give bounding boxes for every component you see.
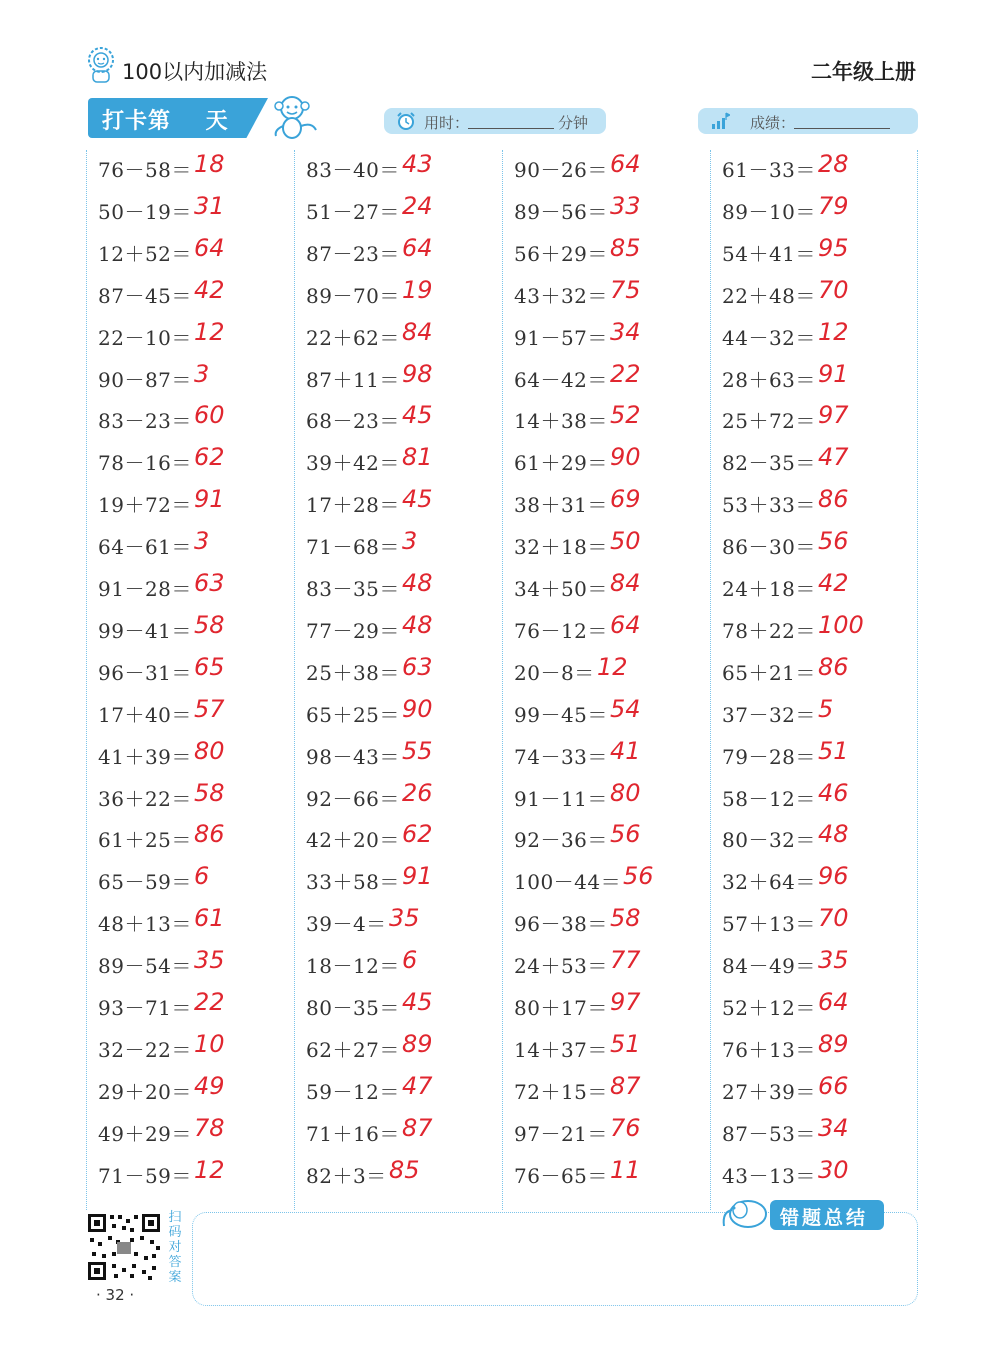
handwritten-answer[interactable]: 28 bbox=[818, 150, 849, 178]
handwritten-answer[interactable]: 26 bbox=[402, 778, 433, 807]
handwritten-answer[interactable]: 78 bbox=[194, 1113, 225, 1142]
handwritten-answer[interactable]: 84 bbox=[610, 569, 641, 597]
equation-text: 27＋39＝ bbox=[722, 1079, 816, 1104]
handwritten-answer[interactable]: 69 bbox=[610, 485, 641, 514]
column-divider bbox=[917, 150, 918, 1210]
handwritten-answer[interactable]: 85 bbox=[610, 233, 641, 262]
equation-text: 58－12＝ bbox=[722, 786, 816, 811]
equation-text: 24＋18＝ bbox=[722, 577, 816, 601]
equation-text: 91－28＝ bbox=[98, 577, 192, 601]
handwritten-answer[interactable]: 63 bbox=[402, 652, 433, 681]
handwritten-answer[interactable]: 54 bbox=[610, 694, 641, 723]
equation-text: 61＋25＝ bbox=[98, 828, 192, 853]
equation-text: 29＋20＝ bbox=[98, 1079, 192, 1104]
equation-text: 89－54＝ bbox=[98, 954, 192, 979]
handwritten-answer[interactable]: 6 bbox=[194, 862, 210, 891]
handwritten-answer[interactable]: 65 bbox=[194, 652, 225, 681]
handwritten-answer[interactable]: 89 bbox=[402, 1029, 433, 1058]
equation-text: 72＋15＝ bbox=[514, 1079, 608, 1104]
equation-text: 98－43＝ bbox=[306, 744, 400, 769]
handwritten-answer[interactable]: 100 bbox=[818, 610, 864, 639]
handwritten-answer[interactable]: 87 bbox=[610, 1071, 641, 1100]
handwritten-answer[interactable]: 56 bbox=[623, 862, 654, 891]
equation-text: 54＋41＝ bbox=[722, 241, 816, 266]
equation-text: 17＋28＝ bbox=[306, 493, 400, 518]
equation-text: 83－35＝ bbox=[306, 577, 400, 601]
handwritten-answer[interactable]: 70 bbox=[818, 904, 849, 933]
equation-text: 41＋39＝ bbox=[98, 744, 192, 769]
handwritten-answer[interactable]: 51 bbox=[610, 1029, 641, 1058]
handwritten-answer[interactable]: 3 bbox=[194, 527, 210, 556]
equation-text: 14＋37＝ bbox=[514, 1037, 608, 1062]
equation-text: 93－71＝ bbox=[98, 996, 192, 1020]
chart-flag-icon bbox=[710, 111, 730, 131]
handwritten-answer[interactable]: 35 bbox=[389, 904, 420, 933]
equation-text: 87－45＝ bbox=[98, 283, 192, 308]
handwritten-answer[interactable]: 62 bbox=[402, 820, 433, 849]
handwritten-answer[interactable]: 42 bbox=[194, 275, 225, 304]
handwritten-answer[interactable]: 50 bbox=[610, 527, 641, 556]
handwritten-answer[interactable]: 5 bbox=[818, 694, 834, 723]
equation-text: 22＋48＝ bbox=[722, 283, 816, 308]
handwritten-answer[interactable]: 91 bbox=[818, 359, 849, 388]
equation-text: 87＋11＝ bbox=[306, 367, 400, 392]
page-header bbox=[84, 44, 916, 90]
equation-text: 39＋42＝ bbox=[306, 451, 400, 476]
handwritten-answer[interactable]: 10 bbox=[194, 1029, 225, 1058]
time-blank[interactable] bbox=[468, 128, 554, 129]
equation-text: 76－58＝ bbox=[98, 158, 192, 182]
handwritten-answer[interactable]: 70 bbox=[818, 275, 849, 304]
handwritten-answer[interactable]: 12 bbox=[597, 652, 628, 681]
checkin-label: 打卡第 天 bbox=[102, 109, 229, 134]
handwritten-answer[interactable]: 64 bbox=[402, 233, 433, 262]
equation-text: 83－40＝ bbox=[306, 158, 400, 182]
handwritten-answer[interactable]: 3 bbox=[194, 359, 210, 388]
handwritten-answer[interactable]: 64 bbox=[610, 610, 641, 639]
handwritten-answer[interactable]: 81 bbox=[402, 443, 433, 472]
handwritten-answer[interactable]: 90 bbox=[610, 443, 641, 472]
equation-text: 80＋17＝ bbox=[514, 996, 608, 1020]
equation-text: 89－10＝ bbox=[722, 199, 816, 224]
handwritten-answer[interactable]: 66 bbox=[818, 1071, 849, 1100]
score-field[interactable] bbox=[698, 108, 918, 134]
equation-text: 65＋25＝ bbox=[306, 702, 400, 727]
handwritten-answer[interactable]: 63 bbox=[194, 569, 225, 597]
handwritten-answer[interactable]: 56 bbox=[818, 527, 849, 556]
error-summary-label: 错题总结 bbox=[780, 1207, 869, 1229]
handwritten-answer[interactable]: 22 bbox=[610, 359, 641, 388]
book-title: 100以内加减法 bbox=[122, 60, 268, 84]
exercise-column-4 bbox=[710, 150, 916, 1210]
equation-text: 64－42＝ bbox=[514, 367, 608, 392]
equation-text: 19＋72＝ bbox=[98, 493, 192, 518]
equation-text: 50－19＝ bbox=[98, 199, 192, 224]
equation-text: 71＋16＝ bbox=[306, 1121, 400, 1146]
handwritten-answer[interactable]: 58 bbox=[610, 904, 641, 933]
equation-text: 83－23＝ bbox=[98, 409, 192, 434]
equation-text: 65－59＝ bbox=[98, 870, 192, 895]
equation-text: 32＋18＝ bbox=[514, 535, 608, 560]
handwritten-answer[interactable]: 90 bbox=[402, 694, 433, 723]
equation-text: 65＋21＝ bbox=[722, 660, 816, 685]
equation-text: 84－49＝ bbox=[722, 954, 816, 979]
alarm-clock-icon bbox=[396, 111, 416, 131]
handwritten-answer[interactable]: 12 bbox=[818, 317, 849, 346]
handwritten-answer[interactable]: 85 bbox=[389, 1155, 420, 1184]
equation-text: 38＋31＝ bbox=[514, 493, 608, 518]
equation-text: 28＋63＝ bbox=[722, 367, 816, 392]
equation-text: 43＋32＝ bbox=[514, 283, 608, 308]
equation-text: 71－59＝ bbox=[98, 1163, 192, 1188]
handwritten-answer[interactable]: 64 bbox=[610, 150, 641, 178]
equation-text: 96－31＝ bbox=[98, 660, 192, 685]
handwritten-answer[interactable]: 89 bbox=[818, 1029, 849, 1058]
lion-mascot-icon bbox=[84, 46, 118, 84]
handwritten-answer[interactable]: 86 bbox=[194, 820, 225, 849]
handwritten-answer[interactable]: 64 bbox=[818, 988, 849, 1016]
handwritten-answer[interactable]: 58 bbox=[194, 610, 225, 639]
handwritten-answer[interactable]: 33 bbox=[610, 191, 641, 220]
scan-for-answers-label: 扫码对答案 bbox=[168, 1210, 182, 1285]
handwritten-answer[interactable]: 76 bbox=[610, 1113, 641, 1142]
monkey-icon bbox=[268, 92, 322, 142]
equation-text: 22＋62＝ bbox=[306, 325, 400, 350]
checkin-banner bbox=[88, 98, 268, 138]
handwritten-answer[interactable]: 60 bbox=[194, 401, 225, 430]
equation-text: 79－28＝ bbox=[722, 744, 816, 769]
equation-text: 90－26＝ bbox=[514, 158, 608, 182]
handwritten-answer[interactable]: 47 bbox=[402, 1071, 433, 1100]
handwritten-answer[interactable]: 12 bbox=[194, 317, 225, 346]
exercise-column-1 bbox=[86, 150, 292, 1210]
handwritten-answer[interactable]: 11 bbox=[610, 1155, 641, 1184]
handwritten-answer[interactable]: 35 bbox=[194, 946, 225, 975]
handwritten-answer[interactable]: 42 bbox=[818, 569, 849, 597]
grade-label: 二年级上册 bbox=[811, 60, 916, 84]
equation-text: 96－38＝ bbox=[514, 912, 608, 937]
equation-text: 80－32＝ bbox=[722, 828, 816, 853]
equation-text: 90－87＝ bbox=[98, 367, 192, 392]
equation-text: 68－23＝ bbox=[306, 409, 400, 434]
handwritten-answer[interactable]: 77 bbox=[610, 946, 641, 975]
equation-text: 44－32＝ bbox=[722, 325, 816, 350]
handwritten-answer[interactable]: 79 bbox=[818, 191, 849, 220]
equation-text: 82－35＝ bbox=[722, 451, 816, 476]
handwritten-answer[interactable]: 61 bbox=[194, 904, 225, 933]
equation-text: 99－45＝ bbox=[514, 702, 608, 727]
handwritten-answer[interactable]: 86 bbox=[818, 652, 849, 681]
equation-text: 89－70＝ bbox=[306, 283, 400, 308]
handwritten-answer[interactable]: 45 bbox=[402, 401, 433, 430]
equation-text: 36＋22＝ bbox=[98, 786, 192, 811]
handwritten-answer[interactable]: 52 bbox=[610, 401, 641, 430]
handwritten-answer[interactable]: 49 bbox=[194, 1071, 225, 1100]
equation-text: 32＋64＝ bbox=[722, 870, 816, 895]
equation-text: 87－23＝ bbox=[306, 241, 400, 266]
equation-text: 100－44＝ bbox=[514, 870, 622, 895]
handwritten-answer[interactable]: 97 bbox=[610, 988, 641, 1016]
error-summary-tag bbox=[770, 1200, 884, 1230]
handwritten-answer[interactable]: 34 bbox=[610, 317, 641, 346]
handwritten-answer[interactable]: 51 bbox=[818, 736, 849, 765]
handwritten-answer[interactable]: 98 bbox=[402, 359, 433, 388]
equation-text: 86－30＝ bbox=[722, 535, 816, 560]
equation-text: 51－27＝ bbox=[306, 199, 400, 224]
equation-text: 34＋50＝ bbox=[514, 577, 608, 601]
handwritten-answer[interactable]: 43 bbox=[402, 150, 433, 178]
handwritten-answer[interactable]: 46 bbox=[818, 778, 849, 807]
handwritten-answer[interactable]: 34 bbox=[818, 1113, 849, 1142]
handwritten-answer[interactable]: 48 bbox=[402, 569, 433, 597]
handwritten-answer[interactable]: 56 bbox=[610, 820, 641, 849]
handwritten-answer[interactable]: 3 bbox=[402, 527, 418, 556]
handwritten-answer[interactable]: 75 bbox=[610, 275, 641, 304]
handwritten-answer[interactable]: 30 bbox=[818, 1155, 849, 1184]
equation-text: 99－41＝ bbox=[98, 618, 192, 643]
equation-text: 87－53＝ bbox=[722, 1121, 816, 1146]
equation-text: 89－56＝ bbox=[514, 199, 608, 224]
time-label: 用时： bbox=[424, 114, 470, 132]
equation-text: 25＋38＝ bbox=[306, 660, 400, 685]
equation-text: 17＋40＝ bbox=[98, 702, 192, 727]
equation-text: 91－57＝ bbox=[514, 325, 608, 350]
handwritten-answer[interactable]: 58 bbox=[194, 778, 225, 807]
handwritten-answer[interactable]: 35 bbox=[818, 946, 849, 975]
equation-text: 57＋13＝ bbox=[722, 912, 816, 937]
equation-text: 71－68＝ bbox=[306, 535, 400, 560]
handwritten-answer[interactable]: 84 bbox=[402, 317, 433, 346]
handwritten-answer[interactable]: 19 bbox=[402, 275, 433, 304]
equation-text: 14＋38＝ bbox=[514, 409, 608, 434]
handwritten-answer[interactable]: 96 bbox=[818, 862, 849, 891]
handwritten-answer[interactable]: 91 bbox=[194, 485, 225, 514]
equation-text: 78＋22＝ bbox=[722, 618, 816, 643]
equation-text: 74－33＝ bbox=[514, 744, 608, 769]
equation-text: 64－61＝ bbox=[98, 535, 192, 560]
equation-text: 61－33＝ bbox=[722, 158, 816, 182]
handwritten-answer[interactable]: 86 bbox=[818, 485, 849, 514]
handwritten-answer[interactable]: 62 bbox=[194, 443, 225, 472]
equation-text: 92－66＝ bbox=[306, 786, 400, 811]
equation-text: 39－4＝ bbox=[306, 912, 387, 937]
handwritten-answer[interactable]: 57 bbox=[194, 694, 225, 723]
equation-text: 91－11＝ bbox=[514, 786, 608, 811]
equation-text: 12＋52＝ bbox=[98, 241, 192, 266]
handwritten-answer[interactable]: 24 bbox=[402, 191, 433, 220]
handwritten-answer[interactable]: 41 bbox=[610, 736, 641, 765]
handwritten-answer[interactable]: 18 bbox=[194, 150, 225, 178]
equation-text: 52＋12＝ bbox=[722, 996, 816, 1020]
handwritten-answer[interactable]: 55 bbox=[402, 736, 433, 765]
handwritten-answer[interactable]: 97 bbox=[818, 401, 849, 430]
handwritten-answer[interactable]: 95 bbox=[818, 233, 849, 262]
equation-text: 97－21＝ bbox=[514, 1121, 608, 1146]
handwritten-answer[interactable]: 80 bbox=[194, 736, 225, 765]
equation-text: 24＋53＝ bbox=[514, 954, 608, 979]
equation-text: 92－36＝ bbox=[514, 828, 608, 853]
equation-text: 43－13＝ bbox=[722, 1163, 816, 1188]
handwritten-answer[interactable]: 91 bbox=[402, 862, 433, 891]
equation-text: 48＋13＝ bbox=[98, 912, 192, 937]
equation-text: 32－22＝ bbox=[98, 1037, 192, 1062]
equation-text: 59－12＝ bbox=[306, 1079, 400, 1104]
handwritten-answer[interactable]: 64 bbox=[194, 233, 225, 262]
equation-text: 33＋58＝ bbox=[306, 870, 400, 895]
handwritten-answer[interactable]: 22 bbox=[194, 988, 225, 1016]
equation-text: 22－10＝ bbox=[98, 325, 192, 350]
handwritten-answer[interactable]: 87 bbox=[402, 1113, 433, 1142]
equation-text: 53＋33＝ bbox=[722, 493, 816, 518]
handwritten-answer[interactable]: 48 bbox=[818, 820, 849, 849]
equation-text: 78－16＝ bbox=[98, 451, 192, 476]
equation-text: 77－29＝ bbox=[306, 618, 400, 643]
equation-text: 20－8＝ bbox=[514, 660, 595, 685]
equation-text: 25＋72＝ bbox=[722, 409, 816, 434]
equation-text: 42＋20＝ bbox=[306, 828, 400, 853]
equation-text: 76＋13＝ bbox=[722, 1037, 816, 1062]
page-number: · 32 · bbox=[96, 1286, 135, 1304]
qr-code-icon[interactable] bbox=[86, 1212, 162, 1282]
equation-text: 80－35＝ bbox=[306, 996, 400, 1020]
handwritten-answer[interactable]: 80 bbox=[610, 778, 641, 807]
handwritten-answer[interactable]: 47 bbox=[818, 443, 849, 472]
equation-text: 56＋29＝ bbox=[514, 241, 608, 266]
handwritten-answer[interactable]: 45 bbox=[402, 485, 433, 514]
equation-text: 62＋27＝ bbox=[306, 1037, 400, 1062]
equation-text: 37－32＝ bbox=[722, 702, 816, 727]
elephant-icon bbox=[718, 1196, 772, 1232]
exercise-column-3 bbox=[502, 150, 708, 1210]
time-unit: 分钟 bbox=[558, 114, 589, 132]
equation-text: 76－12＝ bbox=[514, 618, 608, 643]
handwritten-answer[interactable]: 48 bbox=[402, 610, 433, 639]
equation-text: 49＋29＝ bbox=[98, 1121, 192, 1146]
equation-text: 18－12＝ bbox=[306, 954, 400, 979]
score-label: 成绩： bbox=[750, 114, 796, 132]
equation-text: 82＋3＝ bbox=[306, 1163, 387, 1188]
exercise-column-2 bbox=[294, 150, 500, 1210]
equation-text: 76－65＝ bbox=[514, 1163, 608, 1188]
exercise-grid bbox=[86, 150, 918, 1210]
time-field[interactable] bbox=[384, 108, 606, 134]
handwritten-answer[interactable]: 31 bbox=[194, 191, 225, 220]
handwritten-answer[interactable]: 45 bbox=[402, 988, 433, 1016]
score-blank[interactable] bbox=[794, 128, 890, 129]
equation-text: 61＋29＝ bbox=[514, 451, 608, 476]
handwritten-answer[interactable]: 6 bbox=[402, 946, 418, 975]
handwritten-answer[interactable]: 12 bbox=[194, 1155, 225, 1184]
